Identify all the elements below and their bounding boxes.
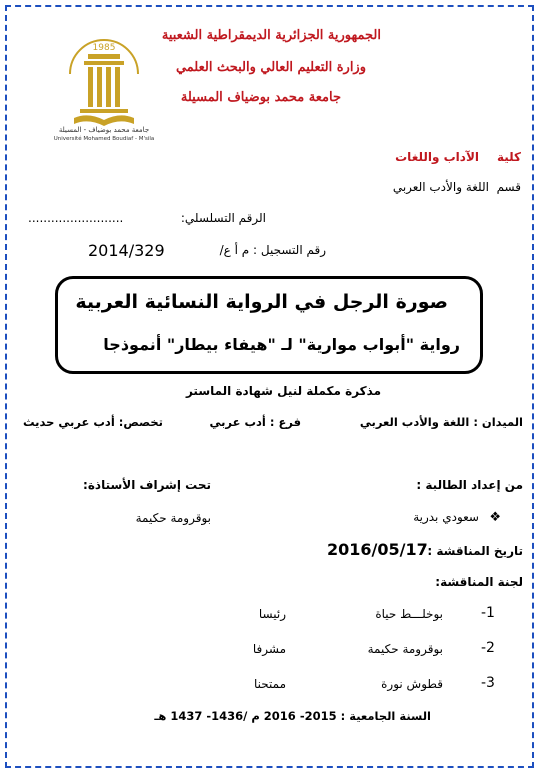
committee-role-2: مشرفا <box>252 642 286 656</box>
memo-text: مذكرة مكملة لنيل شهادة الماستر <box>185 384 381 398</box>
registration-value: 2014/329 <box>88 241 165 260</box>
logo-name-ar: جامعة محمد بوضياف - المسيلة <box>58 126 150 134</box>
committee-role-1: رئيسا <box>258 607 286 621</box>
college-value: الآداب واللغات <box>395 150 479 164</box>
university-name: جامعة محمد بوضياف المسيلة <box>180 90 341 105</box>
registration-label: رقم التسجيل : م أ ع/ <box>219 243 326 257</box>
supervisor-name: بوقرومة حكيمة <box>135 511 211 525</box>
republic-name: الجمهورية الجزائرية الديمقراطية الشعبية <box>161 28 381 43</box>
branch-field: فرع : أدب عربي <box>209 415 301 429</box>
committee-num-3: -3 <box>481 675 495 691</box>
specialty-field: تخصص: أدب عربي حديث <box>22 415 163 429</box>
domain-field: الميدان : اللغة والأدب العربي <box>359 415 523 429</box>
supervisor-label: تحت إشراف الأستاذة: <box>83 478 211 492</box>
serial-dots: ......................... <box>28 211 124 225</box>
student-name: سعودي بدرية <box>413 510 479 524</box>
committee-name-3: قطوش نورة <box>381 677 443 691</box>
bullet-icon: ❖ <box>489 510 501 525</box>
committee-label: لجنة المناقشة: <box>435 575 523 589</box>
serial-label: الرقم التسلسلي: <box>180 211 266 225</box>
committee-name-2: بوقرومة حكيمة <box>367 642 443 656</box>
thesis-title-line1: صورة الرجل في الرواية النسائية العربية <box>75 291 448 313</box>
student-label: من إعداد الطالبة : <box>416 478 523 492</box>
ministry-name: وزارة التعليم العالي والبحث العلمي <box>175 60 366 75</box>
committee-num-2: -2 <box>481 640 495 656</box>
defense-label: تاريخ المناقشة : <box>427 544 523 558</box>
university-logo <box>53 30 155 145</box>
committee-name-1: بوخلـــط حياة <box>375 607 443 621</box>
dept-value: اللغة والأدب العربي <box>392 180 489 194</box>
logo-year: 1985 <box>92 43 116 53</box>
college-label: كلية <box>496 150 521 164</box>
committee-role-3: ممتحنا <box>253 677 286 691</box>
committee-num-1: -1 <box>481 605 495 621</box>
defense-date: 2016/05/17 <box>327 540 428 559</box>
dept-label: قسم <box>496 180 521 194</box>
academic-year: السنة الجامعية : 2015- 2016 م /1436- 1437 هـ <box>154 709 431 723</box>
thesis-title-line2: رواية "أبواب موارية" لـ "هيفاء بيطار" أنموذجا <box>103 335 460 354</box>
thesis-title-box <box>55 276 483 374</box>
logo-name-fr: Université Mohamed Boudiaf - M'sila <box>53 136 155 142</box>
